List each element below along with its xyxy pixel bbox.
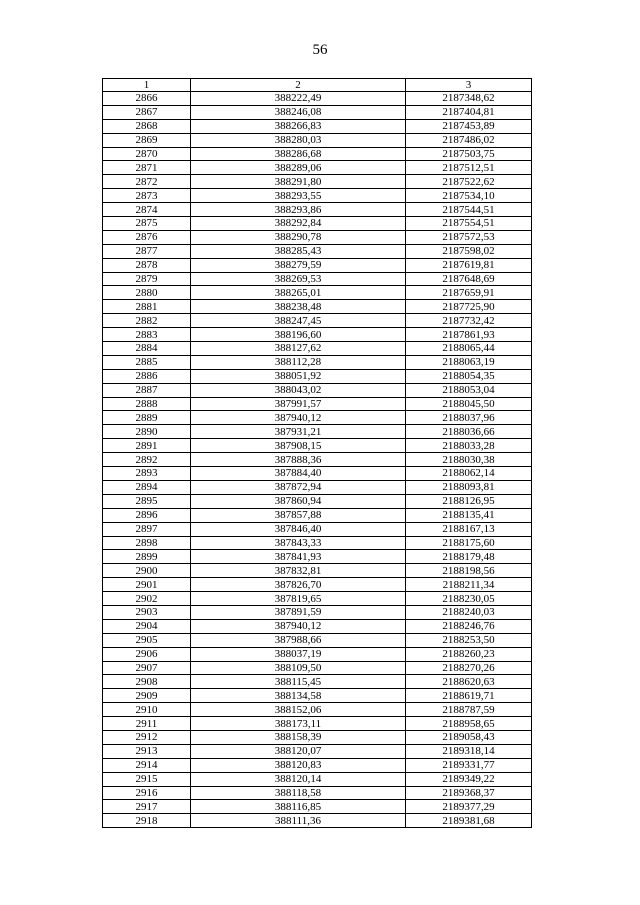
y-coordinate-cell: 2188179,48	[406, 550, 532, 564]
table-row	[103, 467, 532, 481]
point-number-cell: 2913	[103, 744, 191, 758]
x-coordinate-cell: 388134,58	[191, 689, 406, 703]
x-coordinate-cell: 388037,19	[191, 647, 406, 661]
table-row	[103, 703, 532, 717]
x-coordinate-cell: 387931,21	[191, 425, 406, 439]
x-coordinate-cell: 388196,60	[191, 328, 406, 342]
x-coordinate-cell: 387841,93	[191, 550, 406, 564]
y-coordinate-cell: 2188093,81	[406, 480, 532, 494]
point-number-cell: 2885	[103, 355, 191, 369]
table-row	[103, 786, 532, 800]
x-coordinate-cell: 388246,08	[191, 105, 406, 119]
y-coordinate-cell: 2189377,29	[406, 800, 532, 814]
y-coordinate-cell: 2187512,51	[406, 161, 532, 175]
point-number-cell: 2918	[103, 814, 191, 828]
x-coordinate-cell: 387860,94	[191, 494, 406, 508]
y-coordinate-cell: 2187453,89	[406, 119, 532, 133]
x-coordinate-cell: 388158,39	[191, 730, 406, 744]
point-number-cell: 2917	[103, 800, 191, 814]
x-coordinate-cell: 388285,43	[191, 244, 406, 258]
table-row	[103, 633, 532, 647]
y-coordinate-cell: 2189381,68	[406, 814, 532, 828]
table-row	[103, 175, 532, 189]
y-coordinate-cell: 2188045,50	[406, 397, 532, 411]
table-row	[103, 800, 532, 814]
point-number-cell: 2892	[103, 453, 191, 467]
y-coordinate-cell: 2188240,03	[406, 605, 532, 619]
table-row	[103, 508, 532, 522]
x-coordinate-cell: 387940,12	[191, 619, 406, 633]
table-row	[103, 717, 532, 731]
x-coordinate-cell: 388266,83	[191, 119, 406, 133]
table-row	[103, 286, 532, 300]
y-coordinate-cell: 2188270,26	[406, 661, 532, 675]
table-row	[103, 439, 532, 453]
x-coordinate-cell: 388292,84	[191, 217, 406, 231]
point-number-cell: 2867	[103, 105, 191, 119]
table-row	[103, 730, 532, 744]
point-number-cell: 2889	[103, 411, 191, 425]
x-coordinate-cell: 388280,03	[191, 133, 406, 147]
column-header-3: 3	[406, 79, 532, 92]
y-coordinate-cell: 2187598,02	[406, 244, 532, 258]
x-coordinate-cell: 388290,78	[191, 230, 406, 244]
table-row	[103, 592, 532, 606]
y-coordinate-cell: 2188167,13	[406, 522, 532, 536]
table-row	[103, 661, 532, 675]
table-row	[103, 536, 532, 550]
x-coordinate-cell: 387843,33	[191, 536, 406, 550]
table-row	[103, 189, 532, 203]
x-coordinate-cell: 388120,07	[191, 744, 406, 758]
point-number-cell: 2887	[103, 383, 191, 397]
y-coordinate-cell: 2187544,51	[406, 203, 532, 217]
x-coordinate-cell: 388127,62	[191, 342, 406, 356]
x-coordinate-cell: 387832,81	[191, 564, 406, 578]
point-number-cell: 2866	[103, 92, 191, 106]
table-row	[103, 272, 532, 286]
x-coordinate-cell: 387891,59	[191, 605, 406, 619]
point-number-cell: 2898	[103, 536, 191, 550]
x-coordinate-cell: 388120,83	[191, 758, 406, 772]
y-coordinate-cell: 2188033,28	[406, 439, 532, 453]
y-coordinate-cell: 2187348,62	[406, 92, 532, 106]
x-coordinate-cell: 388051,92	[191, 369, 406, 383]
table-row	[103, 675, 532, 689]
point-number-cell: 2891	[103, 439, 191, 453]
y-coordinate-cell: 2189058,43	[406, 730, 532, 744]
column-header-2: 2	[191, 79, 406, 92]
x-coordinate-cell: 388222,49	[191, 92, 406, 106]
y-coordinate-cell: 2188036,66	[406, 425, 532, 439]
y-coordinate-cell: 2188126,95	[406, 494, 532, 508]
point-number-cell: 2872	[103, 175, 191, 189]
y-coordinate-cell: 2188211,34	[406, 578, 532, 592]
x-coordinate-cell: 388293,86	[191, 203, 406, 217]
column-header-1: 1	[103, 79, 191, 92]
point-number-cell: 2875	[103, 217, 191, 231]
point-number-cell: 2871	[103, 161, 191, 175]
point-number-cell: 2893	[103, 467, 191, 481]
x-coordinate-cell: 387940,12	[191, 411, 406, 425]
page-number: 56	[312, 42, 328, 58]
table-row	[103, 92, 532, 106]
y-coordinate-cell: 2188065,44	[406, 342, 532, 356]
y-coordinate-cell: 2188253,50	[406, 633, 532, 647]
table-row	[103, 133, 532, 147]
table-row	[103, 619, 532, 633]
point-number-cell: 2915	[103, 772, 191, 786]
y-coordinate-cell: 2187861,93	[406, 328, 532, 342]
x-coordinate-cell: 388111,36	[191, 814, 406, 828]
y-coordinate-cell: 2187486,02	[406, 133, 532, 147]
table-body	[103, 92, 532, 828]
x-coordinate-cell: 388291,80	[191, 175, 406, 189]
point-number-cell: 2904	[103, 619, 191, 633]
y-coordinate-cell: 2189331,77	[406, 758, 532, 772]
point-number-cell: 2886	[103, 369, 191, 383]
point-number-cell: 2912	[103, 730, 191, 744]
x-coordinate-cell: 387846,40	[191, 522, 406, 536]
y-coordinate-cell: 2188053,04	[406, 383, 532, 397]
point-number-cell: 2868	[103, 119, 191, 133]
table-row	[103, 480, 532, 494]
y-coordinate-cell: 2187648,69	[406, 272, 532, 286]
table-row	[103, 355, 532, 369]
point-number-cell: 2877	[103, 244, 191, 258]
table-row	[103, 425, 532, 439]
point-number-cell: 2881	[103, 300, 191, 314]
table-row	[103, 383, 532, 397]
y-coordinate-cell: 2188787,59	[406, 703, 532, 717]
point-number-cell: 2888	[103, 397, 191, 411]
y-coordinate-cell: 2187572,53	[406, 230, 532, 244]
point-number-cell: 2914	[103, 758, 191, 772]
y-coordinate-cell: 2188246,76	[406, 619, 532, 633]
y-coordinate-cell: 2187404,81	[406, 105, 532, 119]
y-coordinate-cell: 2187522,62	[406, 175, 532, 189]
point-number-cell: 2883	[103, 328, 191, 342]
table-row	[103, 147, 532, 161]
table-row	[103, 453, 532, 467]
point-number-cell: 2909	[103, 689, 191, 703]
table-row	[103, 758, 532, 772]
point-number-cell: 2876	[103, 230, 191, 244]
table-row	[103, 522, 532, 536]
table-row	[103, 564, 532, 578]
y-coordinate-cell: 2188620,63	[406, 675, 532, 689]
table-row	[103, 772, 532, 786]
point-number-cell: 2908	[103, 675, 191, 689]
table-row	[103, 119, 532, 133]
x-coordinate-cell: 388109,50	[191, 661, 406, 675]
x-coordinate-cell: 388112,28	[191, 355, 406, 369]
table-row	[103, 244, 532, 258]
y-coordinate-cell: 2189318,14	[406, 744, 532, 758]
y-coordinate-cell: 2187619,81	[406, 258, 532, 272]
y-coordinate-cell: 2188619,71	[406, 689, 532, 703]
y-coordinate-cell: 2188030,38	[406, 453, 532, 467]
point-number-cell: 2903	[103, 605, 191, 619]
table-row	[103, 217, 532, 231]
y-coordinate-cell: 2188958,65	[406, 717, 532, 731]
point-number-cell: 2878	[103, 258, 191, 272]
table-row	[103, 300, 532, 314]
x-coordinate-cell: 387888,36	[191, 453, 406, 467]
y-coordinate-cell: 2187725,90	[406, 300, 532, 314]
x-coordinate-cell: 388043,02	[191, 383, 406, 397]
table-row	[103, 814, 532, 828]
point-number-cell: 2870	[103, 147, 191, 161]
point-number-cell: 2899	[103, 550, 191, 564]
table-row	[103, 230, 532, 244]
table-row	[103, 689, 532, 703]
table-row	[103, 342, 532, 356]
point-number-cell: 2896	[103, 508, 191, 522]
x-coordinate-cell: 387884,40	[191, 467, 406, 481]
x-coordinate-cell: 388265,01	[191, 286, 406, 300]
table-row	[103, 411, 532, 425]
x-coordinate-cell: 388115,45	[191, 675, 406, 689]
x-coordinate-cell: 387991,57	[191, 397, 406, 411]
y-coordinate-cell: 2187534,10	[406, 189, 532, 203]
table-row	[103, 744, 532, 758]
x-coordinate-cell: 388293,55	[191, 189, 406, 203]
point-number-cell: 2884	[103, 342, 191, 356]
x-coordinate-cell: 388120,14	[191, 772, 406, 786]
table-row	[103, 605, 532, 619]
point-number-cell: 2890	[103, 425, 191, 439]
point-number-cell: 2895	[103, 494, 191, 508]
y-coordinate-cell: 2187659,91	[406, 286, 532, 300]
point-number-cell: 2911	[103, 717, 191, 731]
point-number-cell: 2910	[103, 703, 191, 717]
point-number-cell: 2894	[103, 480, 191, 494]
point-number-cell: 2907	[103, 661, 191, 675]
x-coordinate-cell: 387908,15	[191, 439, 406, 453]
x-coordinate-cell: 387826,70	[191, 578, 406, 592]
point-number-cell: 2873	[103, 189, 191, 203]
x-coordinate-cell: 388173,11	[191, 717, 406, 731]
y-coordinate-cell: 2187554,51	[406, 217, 532, 231]
y-coordinate-cell: 2188037,96	[406, 411, 532, 425]
y-coordinate-cell: 2188063,19	[406, 355, 532, 369]
y-coordinate-cell: 2188198,56	[406, 564, 532, 578]
table-row	[103, 105, 532, 119]
x-coordinate-cell: 388247,45	[191, 314, 406, 328]
table-row	[103, 578, 532, 592]
x-coordinate-cell: 388269,53	[191, 272, 406, 286]
y-coordinate-cell: 2188054,35	[406, 369, 532, 383]
x-coordinate-cell: 388116,85	[191, 800, 406, 814]
table-header-row	[103, 79, 532, 92]
table-row	[103, 369, 532, 383]
point-number-cell: 2900	[103, 564, 191, 578]
y-coordinate-cell: 2189349,22	[406, 772, 532, 786]
point-number-cell: 2880	[103, 286, 191, 300]
y-coordinate-cell: 2188135,41	[406, 508, 532, 522]
table-row	[103, 397, 532, 411]
table-row	[103, 328, 532, 342]
y-coordinate-cell: 2187503,75	[406, 147, 532, 161]
table-row	[103, 203, 532, 217]
y-coordinate-cell: 2189368,37	[406, 786, 532, 800]
y-coordinate-cell: 2188230,05	[406, 592, 532, 606]
table-row	[103, 258, 532, 272]
x-coordinate-cell: 388289,06	[191, 161, 406, 175]
y-coordinate-cell: 2188062,14	[406, 467, 532, 481]
point-number-cell: 2906	[103, 647, 191, 661]
x-coordinate-cell: 388286,68	[191, 147, 406, 161]
x-coordinate-cell: 388238,48	[191, 300, 406, 314]
table-row	[103, 314, 532, 328]
point-number-cell: 2882	[103, 314, 191, 328]
coordinates-table	[102, 78, 532, 828]
point-number-cell: 2905	[103, 633, 191, 647]
y-coordinate-cell: 2188260,23	[406, 647, 532, 661]
x-coordinate-cell: 387988,66	[191, 633, 406, 647]
x-coordinate-cell: 387819,65	[191, 592, 406, 606]
x-coordinate-cell: 388152,06	[191, 703, 406, 717]
y-coordinate-cell: 2187732,42	[406, 314, 532, 328]
x-coordinate-cell: 387857,88	[191, 508, 406, 522]
point-number-cell: 2874	[103, 203, 191, 217]
point-number-cell: 2902	[103, 592, 191, 606]
table-row	[103, 161, 532, 175]
point-number-cell: 2897	[103, 522, 191, 536]
table-row	[103, 550, 532, 564]
point-number-cell: 2901	[103, 578, 191, 592]
x-coordinate-cell: 388118,58	[191, 786, 406, 800]
point-number-cell: 2916	[103, 786, 191, 800]
table-row	[103, 494, 532, 508]
point-number-cell: 2869	[103, 133, 191, 147]
table-row	[103, 647, 532, 661]
y-coordinate-cell: 2188175,60	[406, 536, 532, 550]
x-coordinate-cell: 387872,94	[191, 480, 406, 494]
point-number-cell: 2879	[103, 272, 191, 286]
x-coordinate-cell: 388279,59	[191, 258, 406, 272]
